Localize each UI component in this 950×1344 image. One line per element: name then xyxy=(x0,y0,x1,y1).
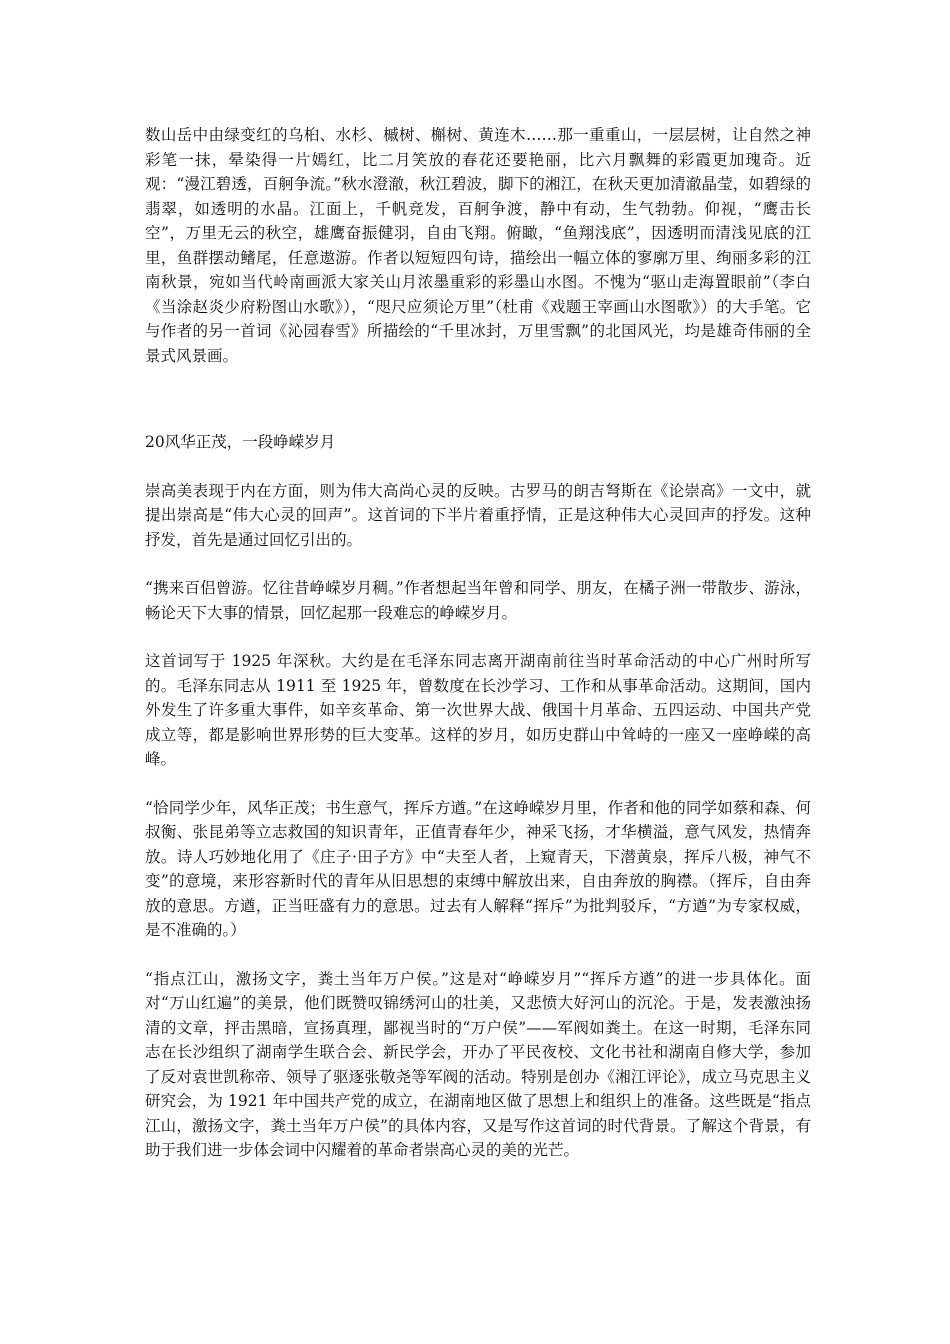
intro-paragraph: 数山岳中由绿变红的乌桕、水杉、槭树、槲树、黄连木……那一重重山，一层层树，让自然之神彩笔一抹，晕染得一片嫣红，比二月笑放的春花还要艳丽，比六月飘舞的彩霞更加瑰奇。近观：“漫江碧透，百舸争流。”秋水澄澈，秋江碧波，脚下的湘江，在秋天更加清澈晶莹，如碧绿的翡翠，如透明的水晶。江面上，千帆竞发，百舸争渡，静中有动，生气勃勃。仰视，“鹰击长空”，万里无云的秋空，雄鹰奋振健羽，自由飞翔。俯瞰，“鱼翔浅底”，因透明而清浅见底的江里，鱼群摆动鳍尾，任意遨游。作者以短短四句诗，描绘出一幅立体的寥廓万里、绚丽多彩的江南秋景，宛如当代岭南画派大家关山月浓墨重彩的彩墨山水图。不愧为“驱山走海置眼前”（李白《当涂赵炎少府粉图山水歌》），“咫尺应须论万里”（杜甫《戏题王宰画山水图歌》）的大手笔。它与作者的另一首词《沁园春雪》所描绘的“千里冰封，万里雪飘”的北国风光，均是雄奇伟丽的全景式风景画。 xyxy=(145,126,811,365)
paragraph-rivers: “指点江山，激扬文字，粪土当年万户侯。”这是对“峥嵘岁月”“挥斥方遒”的进一步具体化。面对“万山红遍”的美景，他们既赞叹锦绣河山的壮美，又悲愤大好河山的沉沦。于是，发表激浊扬清的文章，抨击黑暗，宣扬真理，鄙视当时的“万户侯”——军阀如粪土。在这一时期，毛泽东同志在长沙组织了湖南学生联合会、新民学会，开办了平民夜校、文化书社和湖南自修大学，参加了反对袁世凯称帝、领导了驱逐张敬尧等军阀的活动。特别是创办《湘江评论》，成立马克思主义研究会，为 1921 年中国共产党的成立，在湖南地区做了思想上和组织上的准备。这些既是“指点江山，激扬文字，粪土当年万户侯”的具体内容，又是写作这首词的时代背景。了解这个背景，有助于我们进一步体会词中闪耀着的革命者崇高心灵的美的光芒。 xyxy=(145,969,811,1159)
section-heading: 20风华正茂，一段峥嵘岁月 xyxy=(145,433,336,451)
paragraph-recall: “携来百侣曾游。忆往昔峥嵘岁月稠。”作者想起当年曾和同学、朋友，在橘子洲一带散步、游泳，畅论天下大事的情景，回忆起那一段难忘的峥嵘岁月。 xyxy=(145,579,811,622)
paragraph-sublime: 崇高美表现于内在方面，则为伟大高尚心灵的反映。古罗马的朗吉弩斯在《论崇高》一文中，就提出崇高是“伟大心灵的回声”。这首词的下半片着重抒情，正是这种伟大心灵回声的抒发。这种抒发，首先是通过回忆引出的。 xyxy=(145,481,811,549)
paragraph-youth: “恰同学少年，风华正茂；书生意气，挥斥方遒。”在这峥嵘岁月里，作者和他的同学如蔡和森、何叔衡、张昆弟等立志救国的知识青年，正值青春年少，神采飞扬，才华横溢，意气风发，热情奔放。诗人巧妙地化用了《庄子·田子方》中“夫至人者，上窥青天，下潜黄泉，挥斥八极，神气不变”的意境，来形容新时代的青年从旧思想的束缚中解放出来，自由奔放的胸襟。（挥斥，自由奔放的意思。方遒，正当旺盛有力的意思。过去有人解释“挥斥”为批判驳斥，“方遒”为专家权威，是不准确的。） xyxy=(145,798,811,939)
paragraph-background: 这首词写于 1925 年深秋。大约是在毛泽东同志离开湖南前往当时革命活动的中心广州时所写的。毛泽东同志从 1911 至 1925 年，曾数度在长沙学习、工作和从事革命活动。这期间，国内外发生了许多重大事件，如辛亥革命、第一次世界大战、俄国十月革命、五四运动、中国共产党成立等，都是影响世界形势的巨大变革。这样的岁月，如历史群山中耸峙的一座又一座峥嵘的高峰。 xyxy=(145,652,811,768)
document-body xyxy=(145,123,811,1187)
